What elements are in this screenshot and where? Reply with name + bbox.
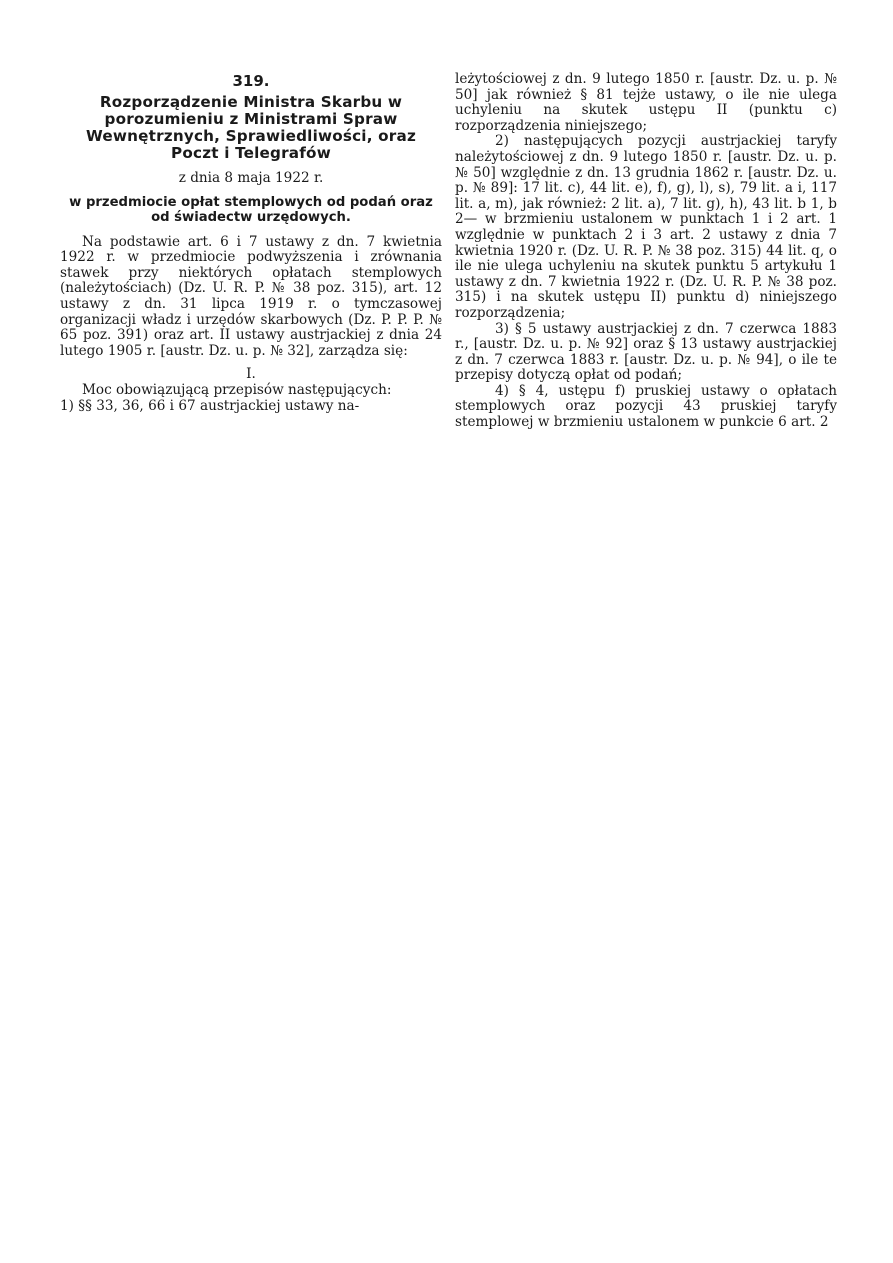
right-column	[455, 72, 837, 431]
preamble-paragraph: Na podstawie art. 6 i 7 ustawy z dn. 7 kwietnia 1922 r. w przedmiocie podwyższenia i zrównania stawek przy niektórych opłatach stemplowych (należytościach) (Dz. U. R. P. № 38 poz. 315), art. 12 ustawy z dn. 31 lipca 1919 r. o tymczasowej organizacji władz i urzędów skarbowych (Dz. P. P. P. № 65 poz. 391) oraz art. II ustawy austrjackiej z dnia 24 lutego 1905 r. [austr. Dz. u. p. № 32], zarządza się:	[60, 233, 442, 359]
item-1-continuation: leżytościowej z dn. 9 lutego 1850 r. [austr. Dz. u. p. № 50] jak również § 81 tejże ustawy, o ile nie ulega uchyleniu na skutek ustępu II (punktu c) rozporządzenia niniejszego;	[455, 71, 837, 134]
item-1-start: 1) §§ 33, 36, 66 i 67 austrjackiej ustawy na-	[60, 397, 360, 414]
section-lead: Moc obowiązującą przepisów następujących:	[82, 381, 392, 398]
item-4: 4) § 4, ustępu f) pruskiej ustawy o opłatach stemplowych oraz pozycji 43 pruskiej taryfy stemplowej w brzmieniu ustalonem w punkcie 6 art. 2	[455, 382, 837, 431]
item-3: 3) § 5 ustawy austrjackiej z dn. 7 czerwca 1883 r., [austr. Dz. u. p. № 92] oraz § 13 ustawy austrjackiej z dn. 7 czerwca 1883 r. [austr. Dz. u. p. № 94], o ile te przepisy dotyczą opłat od podań;	[455, 320, 837, 384]
left-column	[60, 72, 442, 414]
section-number: I.	[246, 366, 256, 383]
act-date: z dnia 8 maja 1922 r.	[178, 170, 324, 186]
item-2: 2) następujących pozycji austrjackiej taryfy należytościowej z dn. 9 lutego 1850 r. [austr. Dz. u. p. № 50] względnie z dn. 13 grudnia 1862 r. [austr. Dz. u. p. № 89]: 17 lit. c), 44 lit. e), f), g), l), s), 79 lit. a i, 117 lit. a, m), jak również: 2 lit. a), 7 lit. g), h), 43 lit. b 1, b 2— w brzmieniu ustalonem w punktach 1 i 2 art. 1 względnie w punktach 2 i 3 art. 2 ustawy z dnia 7 kwietnia 1920 r. (Dz. U. R. P. № 38 poz. 315) 44 lit. q, o ile nie ulega uchyleniu na skutek punktu 5 artykułu 1 ustawy z dn. 7 kwietnia 1922 r. (Dz. U. R. P. № 38 poz. 315) i na skutek ustępu II) punktu d) niniejszego rozporządzenia;	[455, 133, 837, 321]
act-title: Rozporządzenie Ministra Skarbu w porozumieniu z Ministrami Spraw Wewnętrznych, Sprawiedliwości, oraz Poczt i Telegrafów	[86, 93, 416, 162]
act-number: 319.	[232, 72, 270, 90]
act-subject: w przedmiocie opłat stemplowych od podań oraz od świadectw urzędowych.	[69, 194, 433, 225]
